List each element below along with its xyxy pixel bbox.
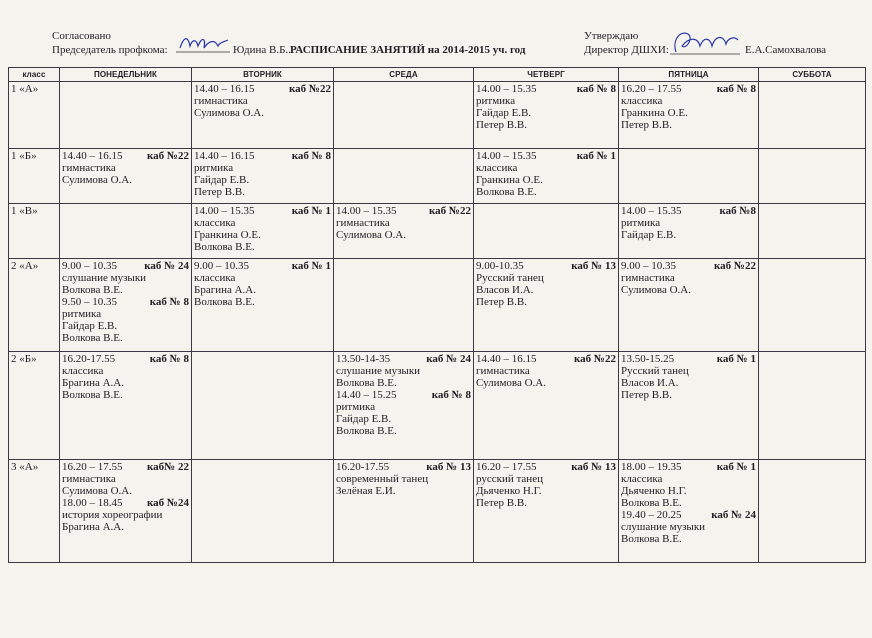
lesson-time-line [62, 497, 189, 509]
lesson-time-line [476, 150, 616, 162]
schedule-cell-friday [619, 204, 759, 259]
lesson-room: каб №22 [429, 205, 471, 217]
schedule-cell-saturday [759, 352, 866, 460]
lesson-entry [336, 461, 471, 497]
lesson-room: каб № 8 [576, 83, 616, 95]
lesson-subject: слушание музыки [621, 521, 706, 533]
lesson-teacher: Волкова В.Е. [336, 425, 397, 437]
lesson-entry [62, 296, 189, 344]
schedule-cell-wednesday [334, 204, 474, 259]
lesson-time: 14.00 – 15.35 [336, 205, 397, 217]
lesson-entry [62, 461, 189, 497]
lesson-room: каб № 24 [711, 509, 756, 521]
lesson-subject: гимнастика [62, 162, 116, 174]
lesson-room: каб № 8 [431, 389, 471, 401]
lesson-teacher: Власов И.А. [476, 284, 534, 296]
lesson-time: 14.40 – 15.25 [336, 389, 397, 401]
lesson-teacher: Петер В.В. [476, 497, 527, 509]
lesson-time: 14.40 – 16.15 [476, 353, 537, 365]
lesson-subject: ритмика [194, 162, 234, 174]
lesson-teacher: Сулимова О.А. [336, 229, 406, 241]
lesson-time-line [621, 260, 756, 272]
col-header-friday: ПЯТНИЦА [619, 68, 759, 82]
lesson-entry [336, 205, 471, 241]
lesson-time-line [621, 353, 756, 365]
union-chair-name: Юдина В.Б.. [233, 44, 291, 56]
lesson-teacher: Петер В.В. [476, 296, 527, 308]
lesson-teacher: Волкова В.Е. [62, 332, 123, 344]
lesson-teacher: Гайдар Е.В. [194, 174, 250, 186]
lesson-subject: ритмика [62, 308, 102, 320]
schedule-cell-monday [60, 352, 192, 460]
lesson-subject: гимнастика [476, 365, 530, 377]
lesson-teacher: Петер В.В. [476, 119, 527, 131]
col-header-wednesday: СРЕДА [334, 68, 474, 82]
lesson-teacher: Гранкина О.Е. [621, 107, 688, 119]
lesson-teacher: Брагина А.А. [194, 284, 257, 296]
lesson-room: каб №24 [147, 497, 189, 509]
lesson-teacher: Волкова В.Е. [194, 241, 255, 253]
lesson-teacher: Волкова В.Е. [62, 284, 123, 296]
lesson-time-line [194, 205, 331, 217]
lesson-entry [621, 461, 756, 509]
class-cell: 3 «А» [9, 460, 60, 563]
lesson-time: 19.40 – 20.25 [621, 509, 682, 521]
lesson-subject: Русский танец [476, 272, 544, 284]
class-cell: 1 «А» [9, 82, 60, 149]
schedule-cell-wednesday [334, 149, 474, 204]
lesson-time: 16.20 – 17.55 [621, 83, 682, 95]
lesson-time-line [476, 83, 616, 95]
lesson-subject: классика [476, 162, 518, 174]
lesson-time: 16.20-17.55 [62, 353, 116, 365]
lesson-time: 16.20 – 17.55 [476, 461, 537, 473]
lesson-room: каб № 24 [144, 260, 189, 272]
lesson-entry [476, 260, 616, 308]
schedule-cell-saturday [759, 82, 866, 149]
schedule-cell-saturday [759, 149, 866, 204]
schedule-cell-monday [60, 149, 192, 204]
lesson-time: 13.50-14-35 [336, 353, 391, 365]
lesson-room: каб № 1 [716, 461, 756, 473]
lesson-subject: классика [621, 473, 663, 485]
lesson-teacher: Волкова В.Е. [621, 533, 682, 545]
table-row [9, 82, 866, 149]
lesson-teacher: Гайдар Е.В. [336, 413, 392, 425]
class-cell: 2 «А» [9, 259, 60, 352]
schedule-cell-thursday [474, 259, 619, 352]
lesson-time: 9.00 – 10.35 [621, 260, 676, 272]
schedule-cell-friday [619, 460, 759, 563]
director-label: Директор ДШХИ: [584, 44, 669, 56]
lesson-room: каб № 13 [571, 260, 616, 272]
lesson-room: каб № 24 [426, 353, 471, 365]
lesson-time-line [621, 461, 756, 473]
lesson-subject: современный танец [336, 473, 429, 485]
lesson-subject: классика [621, 95, 663, 107]
lesson-time: 14.40 – 16.15 [194, 150, 255, 162]
schedule-cell-friday [619, 352, 759, 460]
lesson-room: каб №22 [714, 260, 756, 272]
lesson-time: 16.20-17.55 [336, 461, 390, 473]
lesson-room: каб № 8 [149, 296, 189, 308]
lesson-teacher: Петер В.В. [621, 389, 672, 401]
lesson-subject: классика [194, 272, 236, 284]
col-header-saturday: СУББОТА [759, 68, 866, 82]
lesson-entry [62, 150, 189, 186]
schedule-title: РАСПИСАНИЕ ЗАНЯТИЙ на 2014-2015 уч. год [290, 44, 526, 56]
lesson-entry [336, 353, 471, 389]
schedule-cell-tuesday [192, 149, 334, 204]
lesson-teacher: Гайдар Е.В. [621, 229, 677, 241]
lesson-teacher: Петер В.В. [194, 186, 245, 198]
lesson-entry [194, 150, 331, 198]
schedule-cell-saturday [759, 259, 866, 352]
lesson-time-line [621, 205, 756, 217]
lesson-entry [194, 205, 331, 253]
lesson-time-line [476, 461, 616, 473]
lesson-time-line [194, 83, 331, 95]
lesson-time-line [621, 83, 756, 95]
lesson-time-line [62, 353, 189, 365]
schedule-cell-thursday [474, 204, 619, 259]
schedule-cell-friday [619, 149, 759, 204]
lesson-entry [62, 497, 189, 533]
lesson-entry [621, 260, 756, 296]
lesson-room: каб № 13 [571, 461, 616, 473]
schedule-cell-monday [60, 204, 192, 259]
lesson-time: 18.00 – 19.35 [621, 461, 682, 473]
lesson-time: 14.00 – 15.35 [194, 205, 255, 217]
schedule-cell-monday [60, 82, 192, 149]
lesson-time-line [336, 461, 471, 473]
schedule-cell-thursday [474, 149, 619, 204]
lesson-entry [62, 353, 189, 401]
lesson-subject: Русский танец [621, 365, 689, 377]
lesson-room: каб №22 [289, 83, 331, 95]
schedule-cell-thursday [474, 460, 619, 563]
lesson-time: 14.00 – 15.35 [621, 205, 682, 217]
schedule-cell-saturday [759, 460, 866, 563]
schedule-cell-monday [60, 259, 192, 352]
lesson-entry [621, 205, 756, 241]
schedule-cell-tuesday [192, 82, 334, 149]
lesson-room: каб №8 [719, 205, 756, 217]
schedule-cell-wednesday [334, 82, 474, 149]
lesson-teacher: Сулимова О.А. [194, 107, 264, 119]
table-row [9, 149, 866, 204]
lesson-subject: гимнастика [336, 217, 390, 229]
lesson-room: каб № 8 [716, 83, 756, 95]
schedule-cell-tuesday [192, 352, 334, 460]
lesson-subject: классика [62, 365, 104, 377]
lesson-time: 13.50-15.25 [621, 353, 675, 365]
lesson-time: 14.40 – 16.15 [194, 83, 255, 95]
lesson-teacher: Сулимова О.А. [62, 485, 132, 497]
lesson-room: каб № 1 [291, 260, 331, 272]
col-header-class: класс [9, 68, 60, 82]
table-header-row [9, 68, 866, 82]
table-row [9, 204, 866, 259]
approved-label: Утверждаю [584, 30, 639, 42]
lesson-time-line [62, 296, 189, 308]
lesson-time: 14.00 – 15.35 [476, 150, 537, 162]
schedule-cell-tuesday [192, 460, 334, 563]
lesson-teacher: Волкова В.Е. [476, 186, 537, 198]
col-header-thursday: ЧЕТВЕРГ [474, 68, 619, 82]
lesson-room: каб №22 [574, 353, 616, 365]
lesson-teacher: Гранкина О.Е. [476, 174, 543, 186]
lesson-teacher: Сулимова О.А. [621, 284, 691, 296]
lesson-entry [621, 353, 756, 401]
table-row [9, 352, 866, 460]
class-cell: 1 «В» [9, 204, 60, 259]
schedule-cell-saturday [759, 204, 866, 259]
agreed-label: Согласовано [52, 30, 111, 42]
lesson-subject: гимнастика [194, 95, 248, 107]
schedule-cell-wednesday [334, 460, 474, 563]
lesson-entry [194, 83, 331, 119]
lesson-teacher: Власов И.А. [621, 377, 679, 389]
lesson-teacher: Дьяченко Н.Г. [476, 485, 542, 497]
lesson-teacher: Гайдар Е.В. [62, 320, 118, 332]
class-cell: 2 «Б» [9, 352, 60, 460]
lesson-time-line [336, 389, 471, 401]
lesson-entry [476, 83, 616, 131]
lesson-time: 16.20 – 17.55 [62, 461, 123, 473]
lesson-time-line [62, 260, 189, 272]
lesson-room: каб №22 [147, 150, 189, 162]
schedule-cell-thursday [474, 352, 619, 460]
lesson-room: каб № 8 [291, 150, 331, 162]
lesson-room: каб № 1 [716, 353, 756, 365]
lesson-time-line [476, 260, 616, 272]
lesson-entry [621, 509, 756, 545]
lesson-time-line [621, 509, 756, 521]
lesson-teacher: Брагина А.А. [62, 521, 125, 533]
lesson-teacher: Петер В.В. [621, 119, 672, 131]
lesson-entry [621, 83, 756, 131]
lesson-teacher: Сулимова О.А. [62, 174, 132, 186]
lesson-entry [476, 353, 616, 389]
table-row [9, 259, 866, 352]
col-header-tuesday: ВТОРНИК [192, 68, 334, 82]
lesson-time-line [336, 205, 471, 217]
lesson-time-line [336, 353, 471, 365]
lesson-teacher: Волкова В.Е. [621, 497, 682, 509]
lesson-subject: классика [194, 217, 236, 229]
lesson-subject: история хореографии [62, 509, 163, 521]
lesson-teacher: Сулимова О.А. [476, 377, 546, 389]
lesson-teacher: Волкова В.Е. [194, 296, 255, 308]
union-chair-signature [174, 32, 232, 56]
lesson-time-line [62, 461, 189, 473]
lesson-time: 14.00 – 15.35 [476, 83, 537, 95]
lesson-entry [336, 389, 471, 437]
schedule-cell-friday [619, 82, 759, 149]
lesson-subject: ритмика [336, 401, 376, 413]
lesson-entry [194, 260, 331, 308]
lesson-time: 9.50 – 10.35 [62, 296, 117, 308]
class-cell: 1 «Б» [9, 149, 60, 204]
lesson-time: 14.40 – 16.15 [62, 150, 123, 162]
schedule-cell-wednesday [334, 352, 474, 460]
lesson-time: 9.00 – 10.35 [62, 260, 117, 272]
lesson-teacher: Дьяченко Н.Г. [621, 485, 687, 497]
lesson-room: каб № 13 [426, 461, 471, 473]
lesson-subject: гимнастика [62, 473, 116, 485]
lesson-entry [476, 150, 616, 198]
lesson-teacher: Зелёная Е.И. [336, 485, 396, 497]
schedule-cell-monday [60, 460, 192, 563]
lesson-entry [476, 461, 616, 509]
lesson-time-line [194, 260, 331, 272]
schedule-cell-tuesday [192, 204, 334, 259]
schedule-table [8, 67, 866, 563]
lesson-teacher: Брагина А.А. [62, 377, 125, 389]
lesson-teacher: Волкова В.Е. [336, 377, 397, 389]
lesson-room: каб№ 22 [147, 461, 189, 473]
lesson-teacher: Волкова В.Е. [62, 389, 123, 401]
lesson-subject: ритмика [476, 95, 516, 107]
schedule-cell-friday [619, 259, 759, 352]
lesson-time-line [62, 150, 189, 162]
lesson-subject: слушание музыки [336, 365, 421, 377]
lesson-room: каб № 1 [291, 205, 331, 217]
lesson-subject: русский танец [476, 473, 543, 485]
schedule-cell-thursday [474, 82, 619, 149]
lesson-time: 18.00 – 18.45 [62, 497, 123, 509]
schedule-cell-wednesday [334, 259, 474, 352]
director-signature [668, 28, 742, 58]
lesson-entry [62, 260, 189, 296]
union-chair-label: Председатель профкома: [52, 44, 168, 56]
director-name: Е.А.Самохвалова [745, 44, 827, 56]
schedule-cell-tuesday [192, 259, 334, 352]
lesson-subject: слушание музыки [62, 272, 147, 284]
lesson-subject: ритмика [621, 217, 661, 229]
col-header-monday: ПОНЕДЕЛЬНИК [60, 68, 192, 82]
lesson-time-line [194, 150, 331, 162]
lesson-time: 9.00 – 10.35 [194, 260, 249, 272]
lesson-teacher: Гранкина О.Е. [194, 229, 261, 241]
lesson-time: 9.00-10.35 [476, 260, 524, 272]
lesson-time-line [476, 353, 616, 365]
lesson-teacher: Гайдар Е.В. [476, 107, 532, 119]
lesson-room: каб № 1 [576, 150, 616, 162]
lesson-subject: гимнастика [621, 272, 675, 284]
lesson-room: каб № 8 [149, 353, 189, 365]
table-row [9, 460, 866, 563]
